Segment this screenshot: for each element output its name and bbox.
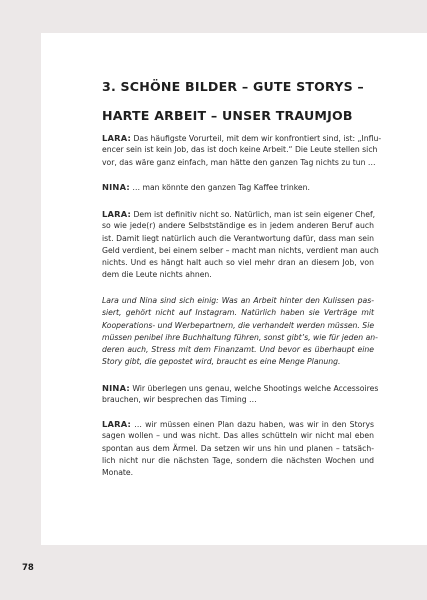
text-line: spontan aus dem Ärmel. Da setzen wir uns hin und planen – tatsäch- <box>102 443 374 453</box>
text-span: Wir überlegen uns genau, welche Shootings welche Accessoires <box>132 384 379 393</box>
chapter-heading-line-2: HARTE ARBEIT – UNSER TRAUMJOB <box>102 108 353 123</box>
text-line: so wie jede(r) andere Selbstständige es in jedem anderen Beruf auch <box>102 221 374 231</box>
speaker-label: NINA: <box>102 182 130 192</box>
text-span: Das häufigste Vorurteil, mit dem wir konfrontiert sind, ist: „Influ- <box>133 134 382 143</box>
text-span: … man könnte den ganzen Tag Kaffee trinken. <box>132 183 310 192</box>
text-line: lich nicht nur die nächsten Tage, sondern die nächsten Wochen und <box>102 455 374 465</box>
dialogue-paragraph-3 <box>102 208 379 282</box>
text-line <box>102 418 374 430</box>
text-line: Monate. <box>102 468 134 478</box>
text-line <box>102 382 379 394</box>
text-line: Lara und Nina sind sich einig: Was an Arbeit hinter den Kulissen pas- <box>102 296 374 305</box>
text-line: Geld verdient, bei einem selber – macht man nichts, verdient man auch <box>102 245 379 255</box>
text-line <box>102 208 374 220</box>
text-line <box>102 181 374 193</box>
speaker-label: LARA: <box>102 133 131 143</box>
text-line: müssen penibel ihre Buchhaltung führen, sonst gibt’s, wie für jeden an- <box>102 332 378 342</box>
page-number: 78 <box>22 563 34 573</box>
text-line: nichts. Und es hängt halt auch so viel mehr dran an diesem Job, von <box>102 258 374 268</box>
speaker-label: LARA: <box>102 209 131 219</box>
text-line: siert, gehört nicht auf Instagram. Natürlich haben sie Verträge mit <box>102 308 374 318</box>
chapter-heading-line-1: 3. SCHÖNE BILDER – GUTE STORYS – <box>102 79 364 94</box>
dialogue-paragraph-2 <box>102 181 374 193</box>
text-line <box>102 132 382 144</box>
text-line: deren auch, Stress mit dem Finanzamt. Und bevor es überhaupt eine <box>102 345 374 355</box>
text-line: Kooperations- und Werbepartnern, die verhandelt werden müssen. Sie <box>102 320 375 330</box>
text-line: ist. Damit liegt natürlich auch die Verantwortung dafür, dass man sein <box>102 233 374 243</box>
speaker-label: LARA: <box>102 419 131 429</box>
speaker-label: NINA: <box>102 383 130 393</box>
dialogue-paragraph-6 <box>102 418 374 479</box>
text-line: brauchen, wir besprechen das Timing … <box>102 395 257 405</box>
text-line: vor, das wäre ganz einfach, man hätte den ganzen Tag nichts zu tun … <box>102 157 376 167</box>
text-span: … wir müssen einen Plan dazu haben, was wir in den Storys <box>134 420 374 429</box>
text-line: encer sein ist kein Job, das ist doch keine Arbeit.“ Die Leute stellen sich <box>102 145 378 155</box>
text-line: Story gibt, die gepostet wird, braucht es eine Menge Planung. <box>102 357 341 367</box>
text-line: dem die Leute nichts ahnen. <box>102 270 212 280</box>
narrative-paragraph <box>102 295 378 369</box>
text-line: sagen wollen – und was nicht. Das alles schütteln wir nicht mal eben <box>102 431 374 441</box>
dialogue-paragraph-1 <box>102 132 382 169</box>
dialogue-paragraph-5 <box>102 382 379 407</box>
text-span: Dem ist definitiv nicht so. Natürlich, man ist sein eigener Chef, <box>133 210 376 219</box>
